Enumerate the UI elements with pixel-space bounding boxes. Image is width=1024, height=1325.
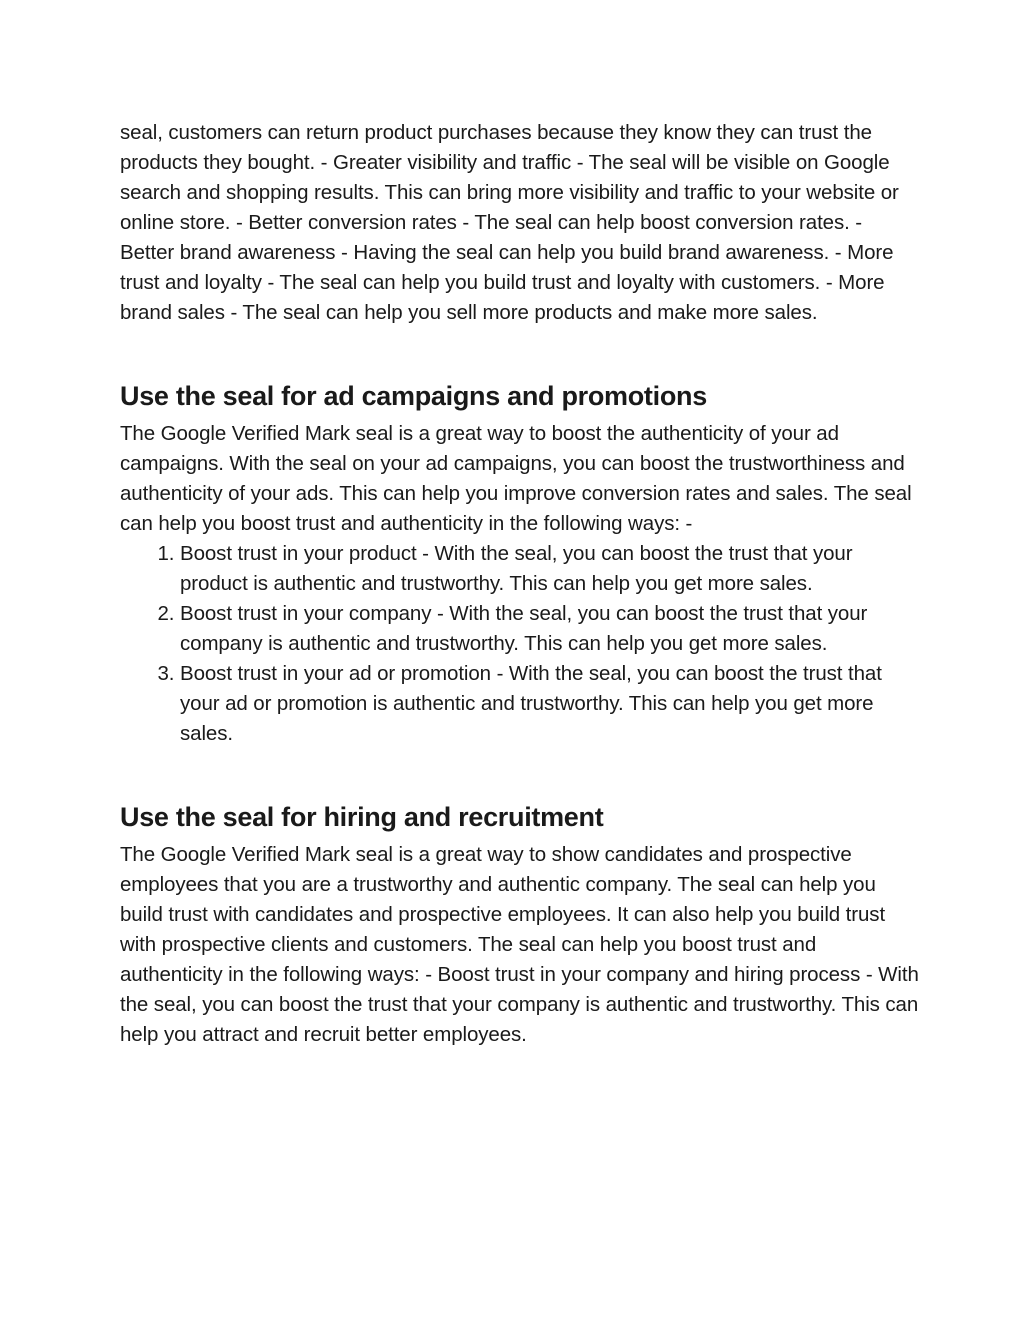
list-item: 3. Boost trust in your ad or promotion - With the seal, you can boost the trust that your ad or promotion is authentic and trustworthy. This can help you get more sales.: [180, 659, 920, 749]
intro-paragraph: seal, customers can return product purchases because they know they can trust the products they bought. - Greater visibility and traffic - The seal will be visible on Google search and shopping results. This can bring more visibility and traffic to your website or online store. - Better conversion rates - The seal can help boost conversion rates. - Better brand awareness - Having the seal can help you build brand awareness. - More trust and loyalty - The seal can help you build trust and loyalty with customers. - More brand sales - The seal can help you sell more products and make more sales.: [120, 121, 899, 324]
hiring-section-heading: Use the seal for hiring and recruitment: [120, 802, 604, 832]
list-item: 2. Boost trust in your company - With the seal, you can boost the trust that your company is authentic and trustworthy. This can help you get more sales.: [180, 599, 920, 659]
list-item: 1. Boost trust in your product - With the seal, you can boost the trust that your product is authentic and trustworthy. This can help you get more sales.: [180, 539, 920, 599]
document-page: [120, 118, 920, 1050]
ads-section-heading: Use the seal for ad campaigns and promotions: [120, 381, 707, 411]
ads-section-paragraph: The Google Verified Mark seal is a great way to boost the authenticity of your ad campaigns. With the seal on your ad campaigns, you can boost the trustworthiness and authenticity of your ads. This can help you improve conversion rates and sales. The seal can help you boost trust and authenticity in the following ways: -: [120, 422, 912, 535]
ads-numbered-list: [120, 539, 920, 749]
hiring-section-paragraph: The Google Verified Mark seal is a great way to show candidates and prospective employees that you are a trustworthy and authentic company. The seal can help you build trust with candidates and prospective employees. It can also help you build trust with prospective clients and customers. The seal can help you boost trust and authenticity in the following ways: - Boost trust in your company and hiring process - With the seal, you can boost the trust that your company is authentic and trustworthy. This can help you attract and recruit better employees.: [120, 843, 919, 1046]
